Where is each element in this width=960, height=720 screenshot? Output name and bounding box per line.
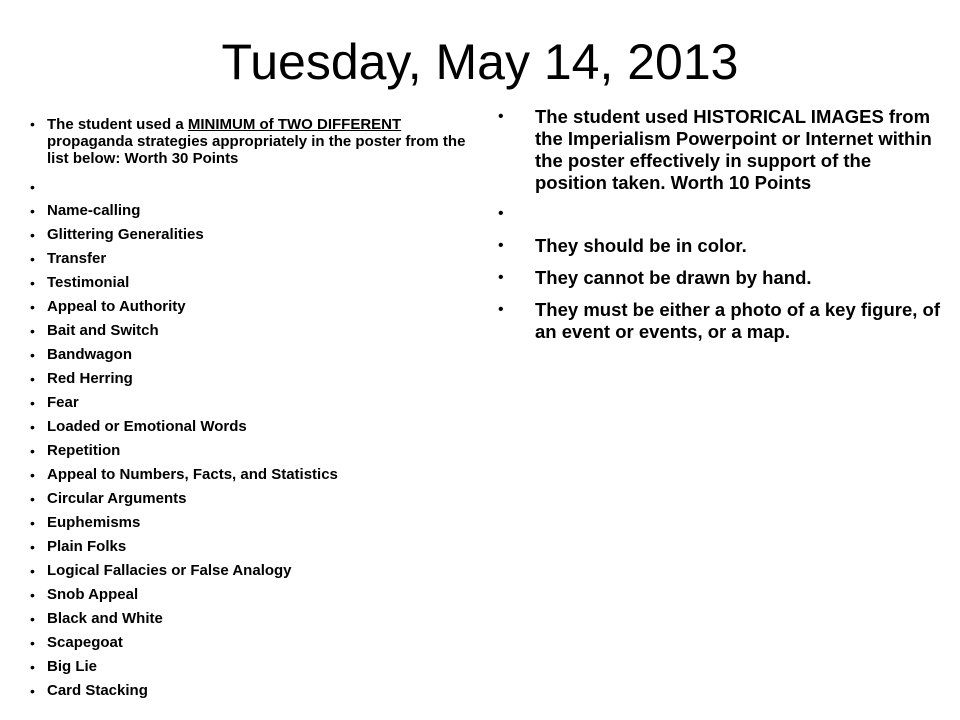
strategy-item: • Logical Fallacies or False Analogy xyxy=(47,559,467,583)
strategy-item: • Bait and Switch xyxy=(47,319,467,343)
images-requirement: • The student used HISTORICAL IMAGES from the Imperialism Powerpoint or Internet within the poster effectively in support of the position taken. Worth 10 Points xyxy=(535,106,940,194)
strategy-item: • Name-calling xyxy=(47,199,467,223)
strategy-item: • Glittering Generalities xyxy=(47,223,467,247)
requirement-text-end: propaganda strategies appropriately in the poster from the list below: Worth 30 Points xyxy=(47,133,466,167)
requirement-text-start: The student used a xyxy=(47,116,188,133)
strategy-item: • Plain Folks xyxy=(47,535,467,559)
image-rule: • They cannot be drawn by hand. xyxy=(535,267,940,289)
propaganda-strategies-list xyxy=(47,116,467,703)
strategy-item: • Repetition xyxy=(47,439,467,463)
image-rule: • They must be either a photo of a key figure, of an event or events, or a map. xyxy=(535,299,940,343)
strategy-item: • Scapegoat xyxy=(47,631,467,655)
strategy-item: • Transfer xyxy=(47,247,467,271)
strategy-item: • Euphemisms xyxy=(47,511,467,535)
image-rule: • They should be in color. xyxy=(535,235,940,257)
strategy-item: • Appeal to Numbers, Facts, and Statistics xyxy=(47,463,467,487)
strategy-item: • Fear xyxy=(47,391,467,415)
strategy-item: • Black and White xyxy=(47,607,467,631)
empty-bullet xyxy=(47,175,467,199)
strategy-item: • Appeal to Authority xyxy=(47,295,467,319)
requirement-emphasis: MINIMUM of TWO DIFFERENT xyxy=(187,116,402,133)
strategy-item: • Card Stacking xyxy=(47,679,467,703)
strategy-item: • Circular Arguments xyxy=(47,487,467,511)
strategy-item: • Snob Appeal xyxy=(47,583,467,607)
strategy-item: • Bandwagon xyxy=(47,343,467,367)
strategies-requirement xyxy=(47,116,467,167)
empty-bullet xyxy=(535,203,940,225)
strategy-item: • Red Herring xyxy=(47,367,467,391)
historical-images-list xyxy=(535,106,940,353)
strategy-item: • Big Lie xyxy=(47,655,467,679)
strategy-item: • Testimonial xyxy=(47,271,467,295)
slide-title: Tuesday, May 14, 2013 xyxy=(221,34,739,90)
strategy-item: • Loaded or Emotional Words xyxy=(47,415,467,439)
